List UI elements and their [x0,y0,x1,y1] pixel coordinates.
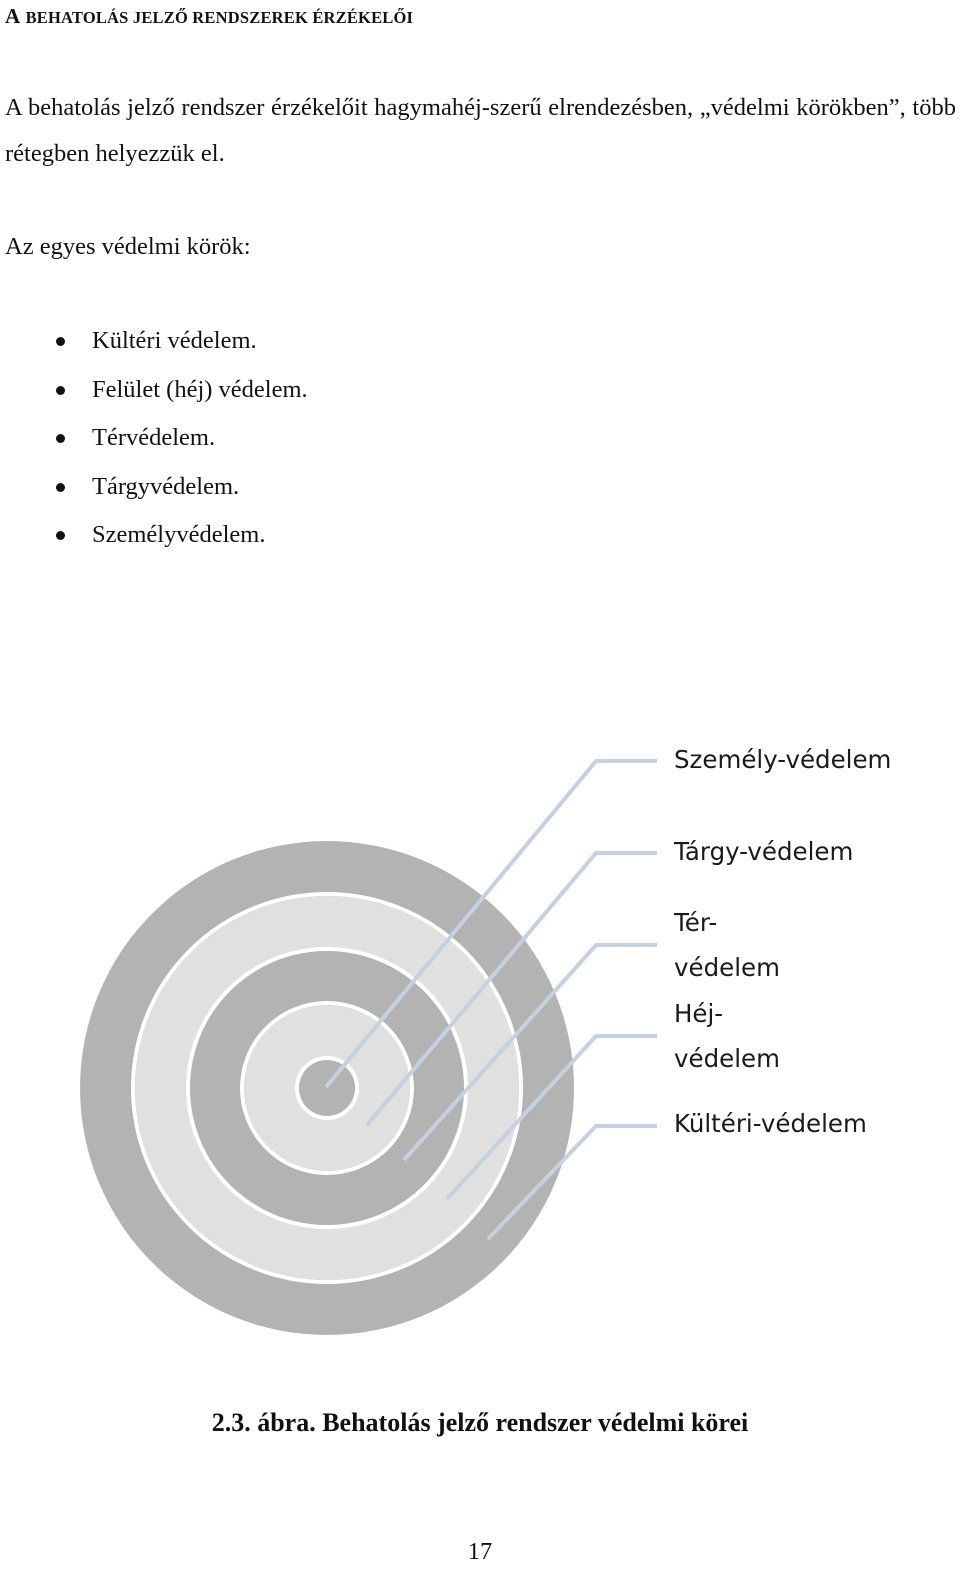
page-number: 17 [467,1538,493,1565]
bullet-icon [56,483,65,492]
list-intro-paragraph: Az egyes védelmi körök: [5,233,251,260]
bullet-icon [56,434,65,443]
heading-rest: BEHATOLÁS JELZŐ RENDSZEREK ÉRZÉKELŐI [25,8,414,27]
list-item-text: Felület (héj) védelem. [92,375,308,403]
list-item-text: Személyvédelem. [92,521,266,548]
list-item [0,367,308,416]
list-item [0,415,308,464]
list-item [0,464,308,513]
figure-caption: 2.3. ábra. Behatolás jelző rendszer védelmi körei [211,1408,749,1437]
list-item-text: Tárgyvédelem. [92,472,240,500]
label-kulteri-vedelem: Kültéri-védelem [674,1109,867,1138]
label-hej-vedelem-line1: Héj- [674,999,724,1028]
label-hej-vedelem-line2: védelem [674,1044,780,1073]
list-item [0,512,308,561]
label-targy-vedelem: Tárgy-védelem [674,837,854,866]
heading-initial: A [5,4,21,28]
intro-paragraph: A behatolás jelző rendszer érzékelőit hagymahéj-szerű elrendezésben, „védelmi körökben”, több rétegben helyezzük el. [5,94,956,167]
label-ter-vedelem-line1: Tér- [674,908,718,937]
bullet-icon [56,386,65,395]
label-ter-vedelem-line2: védelem [674,953,780,982]
list-item-text: Kültéri védelem. [92,327,257,354]
list-item [0,318,308,367]
section-heading [5,4,413,29]
list-item-text: Térvédelem. [92,424,216,451]
bullet-icon [56,531,65,540]
bullet-icon [56,337,65,346]
protection-rings-list [0,318,308,561]
protection-rings-diagram [0,730,960,1350]
label-szemely-vedelem: Személy-védelem [674,745,892,774]
ring-szemely [299,1060,355,1116]
